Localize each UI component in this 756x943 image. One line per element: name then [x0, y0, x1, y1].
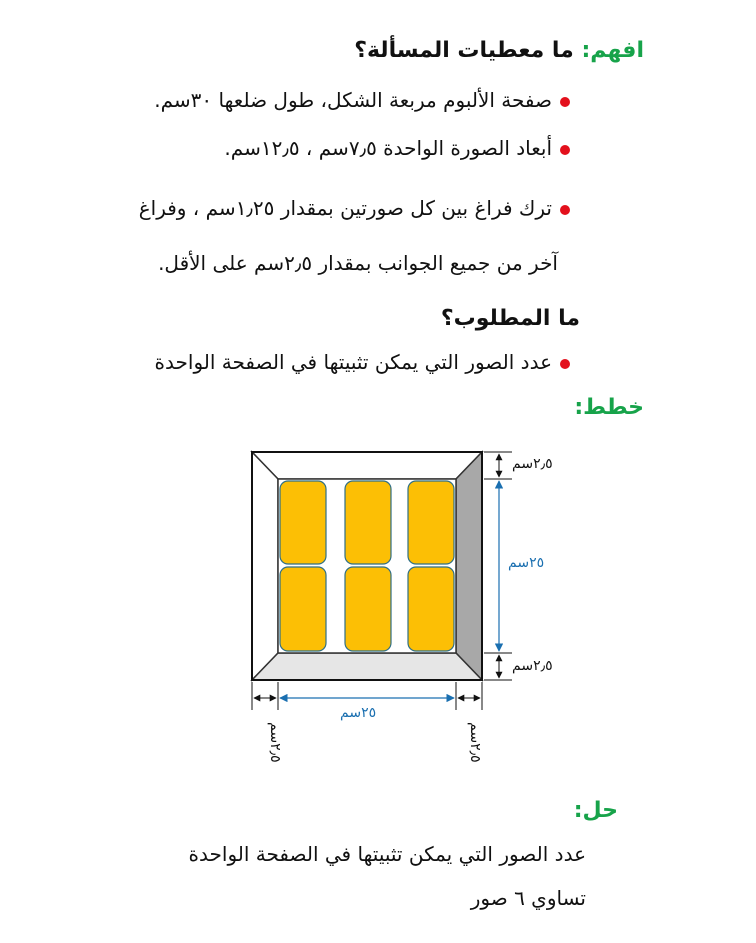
- given-text-3: ترك فراغ بين كل صورتين بمقدار ١٫٢٥سم ، وفراغ: [138, 196, 552, 220]
- photo-6: [408, 567, 454, 651]
- frame-right-bevel: [456, 452, 482, 680]
- understand-label: افهم:: [581, 38, 644, 63]
- given-item-3-cont: آخر من جميع الجوانب بمقدار ٢٫٥سم على الأقل.: [158, 251, 558, 275]
- required-title: ما المطلوب؟: [440, 306, 580, 331]
- photo-2: [345, 481, 391, 564]
- photo-5: [345, 567, 391, 651]
- plan-label: خطط:: [574, 395, 644, 420]
- photo-1: [280, 481, 326, 564]
- label-left-margin: ٢٫٥سم: [267, 722, 283, 763]
- understand-title: ما معطيات المسألة؟: [354, 38, 574, 63]
- solve-line-1: عدد الصور التي يمكن تثبيتها في الصفحة الواحدة: [188, 842, 586, 866]
- label-top-margin: ٢٫٥سم: [512, 456, 553, 472]
- given-text-1: صفحة الألبوم مربعة الشكل، طول ضلعها ٣٠سم.: [154, 88, 552, 112]
- photo-3: [408, 481, 454, 564]
- label-right-margin: ٢٫٥سم: [467, 722, 483, 763]
- solve-label: حل:: [573, 798, 618, 823]
- solve-line-2: تساوي ٦ صور: [470, 886, 586, 910]
- photo-4: [280, 567, 326, 651]
- label-inner-height: ٢٥سم: [508, 555, 545, 571]
- frame-left-bevel: [252, 452, 278, 680]
- frame-bottom-bevel: [252, 653, 482, 680]
- required-text: عدد الصور التي يمكن تثبيتها في الصفحة الواحدة: [154, 350, 552, 374]
- label-bottom-margin: ٢٫٥سم: [512, 658, 553, 674]
- given-text-2: أبعاد الصورة الواحدة ٧٫٥سم ، ١٢٫٥سم.: [224, 136, 552, 160]
- label-inner-width: ٢٥سم: [340, 705, 377, 721]
- frame-top-bevel: [252, 452, 482, 479]
